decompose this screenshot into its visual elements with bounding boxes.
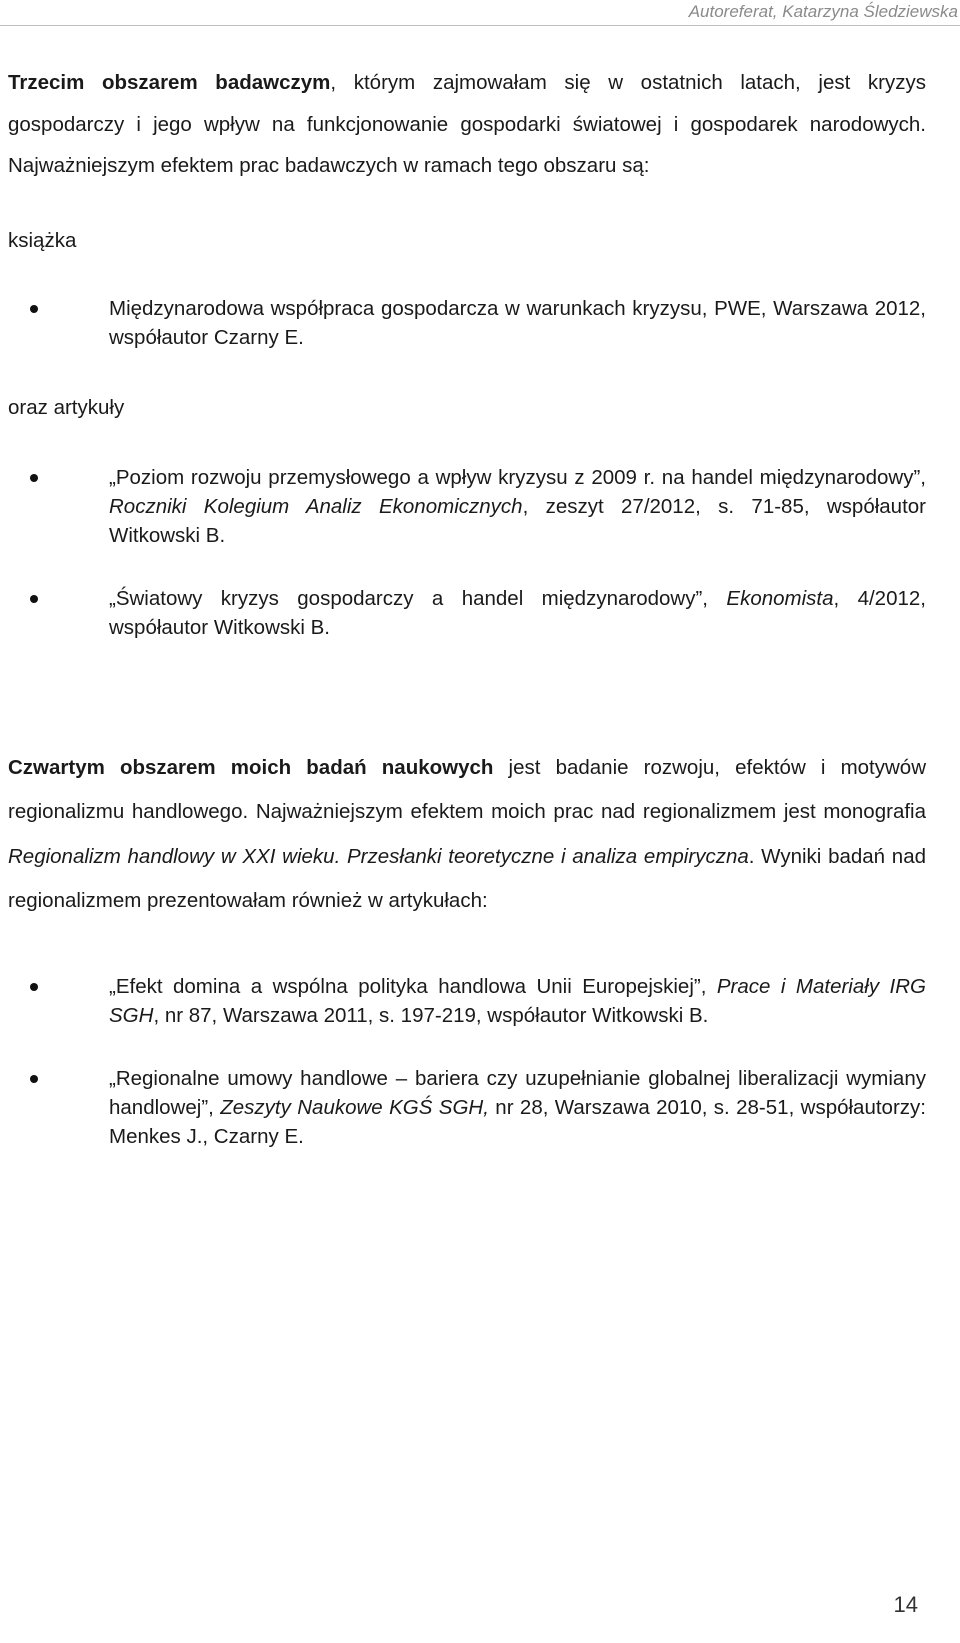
article-details: , zeszyt 27/2012, s. 71-85, współautor Witkowski B. [109, 494, 927, 547]
article-title: „Poziom rozwoju przemysłowego a wpływ kryzysu z 2009 r. na handel międzynarodowy”, [109, 465, 926, 489]
section3-lead: Trzecim obszarem badawczym [8, 71, 331, 94]
list-item [8, 463, 926, 550]
book-list [8, 294, 926, 352]
article-title: „Efekt domina a wspólna polityka handlowa Unii Europejskiej”, [109, 974, 717, 998]
list-item [8, 1064, 926, 1151]
section4-intro [8, 746, 926, 924]
article-journal: Roczniki Kolegium Analiz Ekonomicznych [109, 494, 523, 518]
list-item [8, 972, 926, 1030]
article-journal: Zeszyty Naukowe KGŚ SGH, [220, 1095, 489, 1119]
section4-lead: Czwartym obszarem moich badań naukowych [8, 755, 494, 779]
page-header [0, 2, 960, 26]
articles-label: oraz artykuły [8, 395, 125, 419]
section3-intro [8, 62, 926, 187]
list-item [8, 294, 926, 352]
article-title: „Regionalne umowy handlowe – bariera czy uzupełnianie globalnej liberalizacji wymiany handlowej”, [109, 1066, 926, 1119]
article-details: nr 28, Warszawa 2010, s. 28-51, współautorzy: Menkes J., Czarny E. [109, 1095, 926, 1148]
articles-list-1 [8, 463, 926, 642]
monograph-title: Regionalizm handlowy w XXI wieku. Przesłanki teoretyczne i analiza empiryczna [8, 844, 749, 868]
header-text: Autoreferat, Katarzyna Śledziewska [688, 2, 958, 21]
list-item [8, 584, 926, 642]
article-journal: Ekonomista [726, 586, 834, 610]
document-body [8, 62, 926, 1151]
article-details: , 4/2012, współautor Witkowski B. [109, 586, 926, 639]
book-item: Międzynarodowa współpraca gospodarcza w warunkach kryzysu, PWE, Warszawa 2012, współautor Czarny E. [109, 296, 926, 349]
articles-list-2 [8, 972, 926, 1151]
section4-text-end: . Wyniki badań nad regionalizmem prezentowałam również w artykułach: [8, 844, 927, 912]
article-details: , nr 87, Warszawa 2011, s. 197-219, współautor Witkowski B. [153, 1003, 709, 1027]
section4-text: jest badanie rozwoju, efektów i motywów regionalizmu handlowego. Najważniejszym efektem moich prac nad regionalizmem jest monografia [8, 755, 926, 823]
book-label: książka [8, 228, 77, 252]
article-title: „Światowy kryzys gospodarczy a handel międzynarodowy”, [109, 586, 727, 610]
article-journal: Prace i Materiały IRG SGH [109, 974, 926, 1027]
section3-text: , którym zajmowałam się w ostatnich latach, jest kryzys gospodarczy i jego wpływ na funkcjonowanie gospodarki światowej i gospodarek narodowych. Najważniejszym efektem prac badawczych w ramach tego obszaru są: [8, 71, 926, 177]
page-number: 14 [893, 1592, 918, 1617]
